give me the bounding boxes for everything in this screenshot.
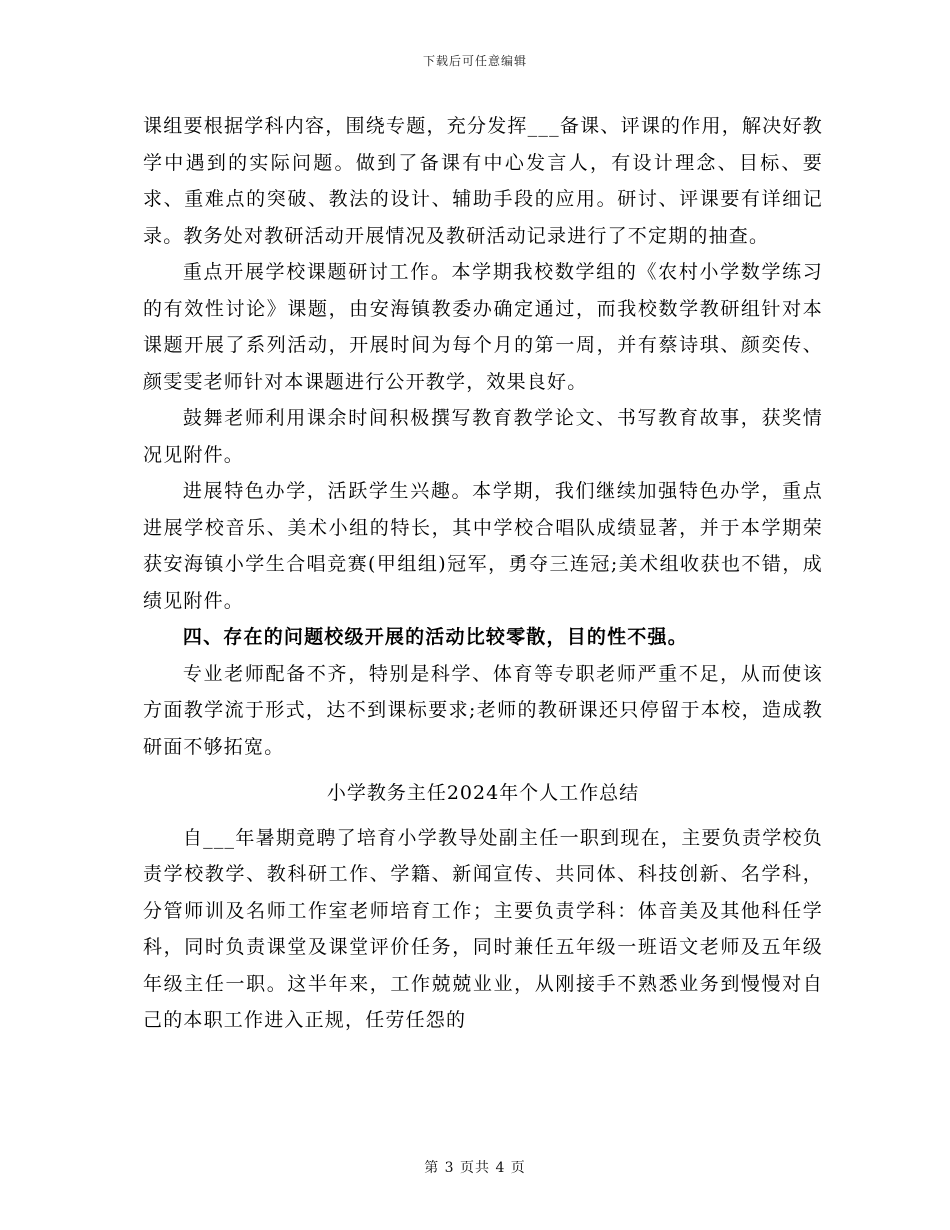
paragraph-special-school: 进展特色办学，活跃学生兴趣。本学期，我们继续加强特色办学，重点进展学校音乐、美术小组的特长，其中学校合唱队成绩显著，并于本学期荣获安海镇小学生合唱竞赛(甲组组)冠军，勇夺三连冠;美术组收获也不错，成绩见附件。 — [143, 480, 823, 612]
page-header: 下载后可任意编辑 — [422, 54, 527, 68]
paragraph-lesson-prep: 课组要根据学科内容，围绕专题，充分发挥___备课、评课的作用，解决好教学中遇到的实际问题。做到了备课有中心发言人，有设计理念、目标、要求、重难点的突破、教法的设计、辅助手段的应用。研讨、评课要有详细记录。教务处对教研活动开展情况及教研活动记录进行了不定期的抽查。 — [143, 115, 823, 247]
paragraph-teacher-writing: 鼓舞老师利用课余时间积极撰写教育教学论文、书写教育故事，获奖情况见附件。 — [143, 407, 823, 466]
paragraph-research-topic: 重点开展学校课题研讨工作。本学期我校数学组的《农村小学数学练习的有效性讨论》课题，由安海镇教委办确定通过，而我校数学教研组针对本课题开展了系列活动，开展时间为每个月的第一周，并有蔡诗琪、颜奕传、颜雯雯老师针对本课题进行公开教学，效果良好。 — [143, 261, 823, 393]
document-title: 小学教务主任2024年个人工作总结 — [326, 782, 640, 804]
paragraph-teacher-shortage: 专业老师配备不齐，特别是科学、体育等专职老师严重不足，从而使该方面教学流于形式，达不到课标要求;老师的教研课还只停留于本校，造成教研面不够拓宽。 — [143, 662, 823, 758]
section-heading-problems: 四、存在的问题校级开展的活动比较零散，目的性不强。 — [182, 626, 688, 648]
document-body — [143, 108, 823, 1039]
paragraph-summary-intro: 自___年暑期竟聘了培育小学教导处副主任一职到现在，主要负责学校负责学校教学、教科研工作、学籍、新闻宣传、共同体、科技创新、名学科，分管师训及名师工作室老师培育工作；主要负责学科：体音美及其他科任学科，同时负责课堂及课堂评价任务，同时兼任五年级一班语文老师及五年级年级主任一职。这半年来，工作兢兢业业，从刚接手不熟悉业务到慢慢对自己的本职工作进入正规，任劳任怨的 — [143, 826, 823, 1031]
page-footer: 第 3 页共 4 页 — [424, 1160, 526, 1176]
